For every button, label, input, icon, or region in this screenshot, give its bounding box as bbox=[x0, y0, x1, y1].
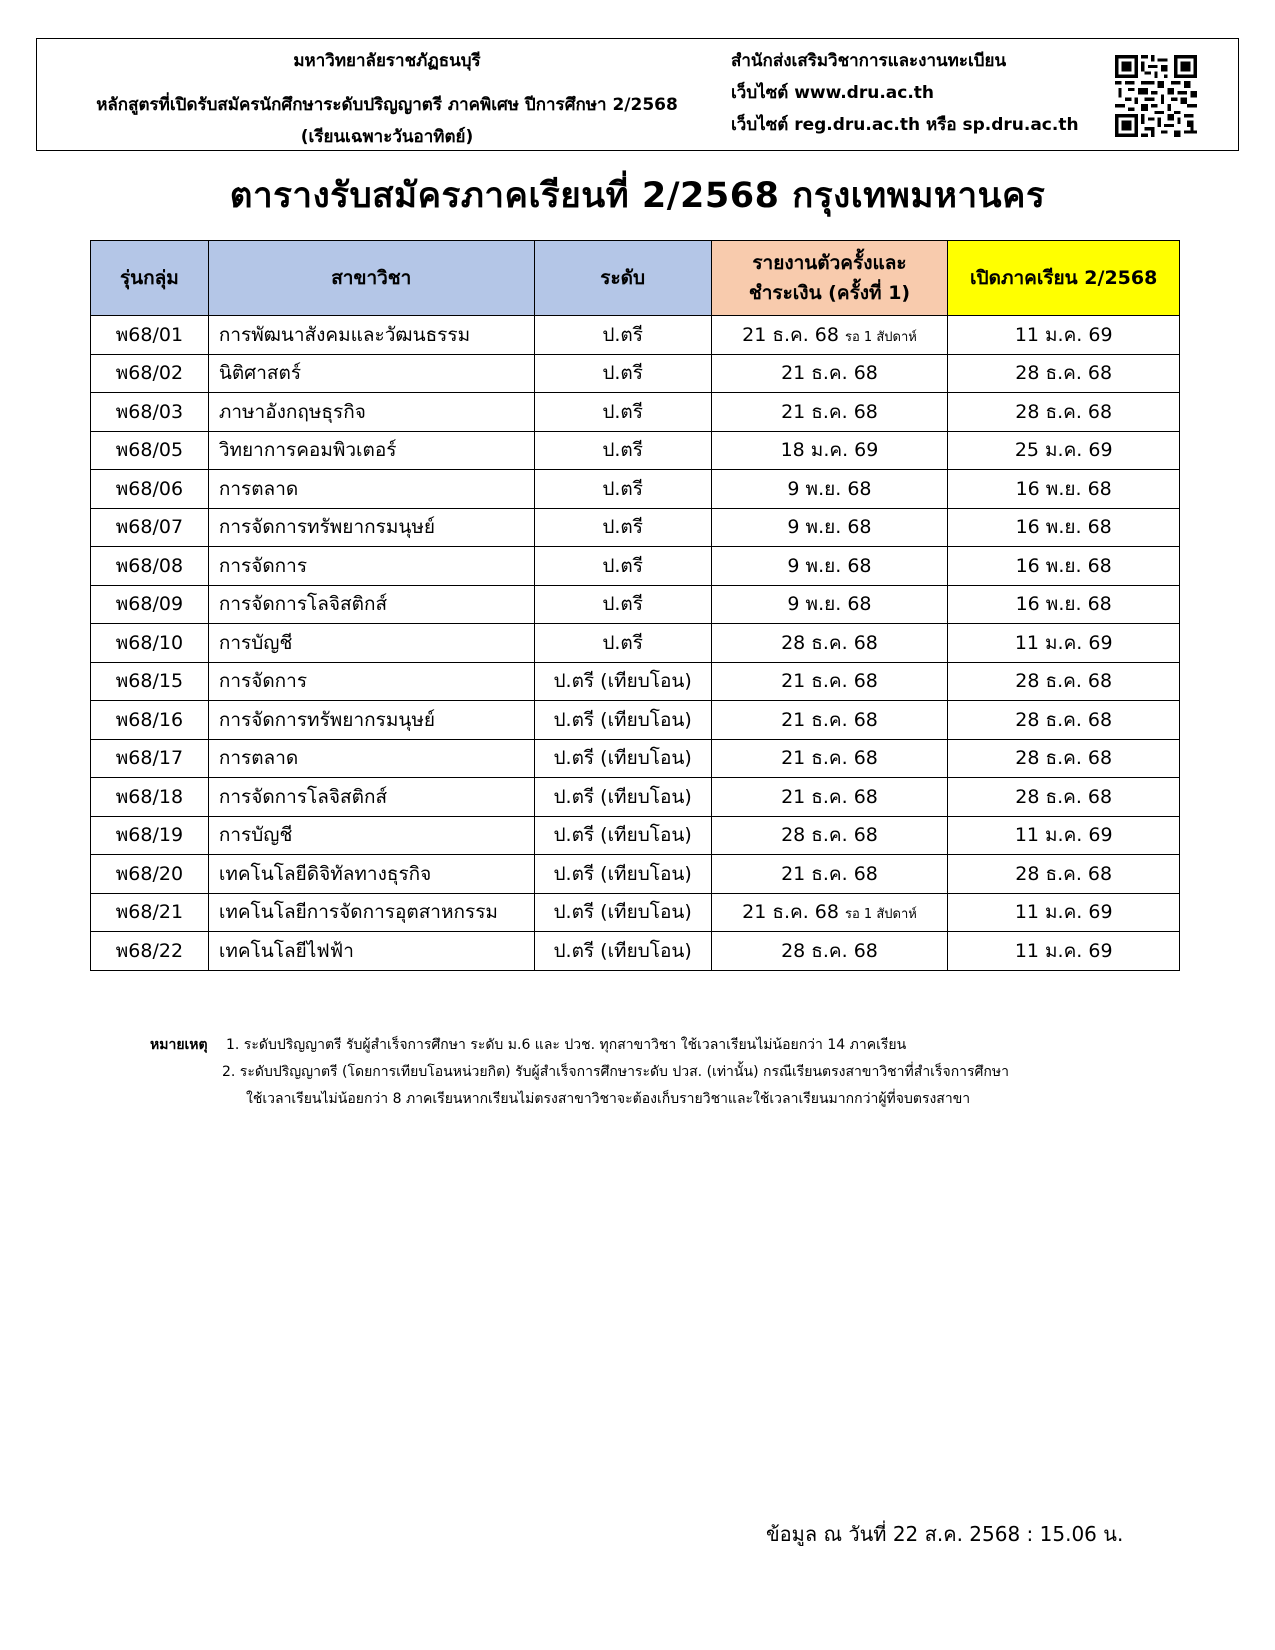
cell-major bbox=[208, 816, 534, 855]
cell-open-text: 16 พ.ย. 68 bbox=[1015, 593, 1112, 616]
office-name: สำนักส่งเสริมวิชาการและงานทะเบียน bbox=[731, 51, 1007, 71]
study-days: (เรียนเฉพาะวันอาทิตย์) bbox=[300, 127, 474, 147]
cell-report bbox=[711, 816, 948, 855]
table-row bbox=[91, 624, 1180, 663]
cell-level bbox=[534, 816, 711, 855]
cell-group-text: พ68/06 bbox=[115, 477, 184, 500]
cell-major-text: การบัญชี bbox=[218, 824, 293, 847]
cell-level-text: ป.ตรี bbox=[602, 516, 643, 539]
cell-report bbox=[711, 739, 948, 778]
cell-major-text: การจัดการโลจิสติกส์ bbox=[218, 785, 388, 808]
cell-open-text: 16 พ.ย. 68 bbox=[1015, 516, 1112, 539]
cell-open bbox=[948, 893, 1180, 932]
cell-report-text: 28 ธ.ค. 68 bbox=[781, 631, 878, 654]
cell-level bbox=[534, 393, 711, 432]
table-row bbox=[91, 585, 1180, 624]
cell-level-text: ป.ตรี bbox=[602, 554, 643, 577]
col-header-major: สาขาวิชา bbox=[208, 241, 534, 316]
remark-3: ใช้เวลาเรียนไม่น้อยกว่า 8 ภาคเรียนหากเรียนไม่ตรงสาขาวิชาจะต้องเก็บรายวิชาและใช้เวลาเรียนมากกว่าผู้ที่จบตรงสาขา bbox=[246, 1091, 971, 1107]
cell-report-text: 28 ธ.ค. 68 bbox=[781, 939, 878, 962]
cell-major bbox=[208, 893, 534, 932]
cell-level bbox=[534, 547, 711, 586]
cell-major bbox=[208, 855, 534, 894]
report-note: รอ 1 สัปดาห์ bbox=[845, 907, 917, 923]
cell-open-text: 11 ม.ค. 69 bbox=[1014, 939, 1113, 962]
cell-report-text: 21 ธ.ค. 68 bbox=[781, 708, 878, 731]
cell-group-text: พ68/07 bbox=[115, 516, 184, 539]
cell-major-text: นิติศาสตร์ bbox=[218, 362, 302, 385]
remarks-label: หมายเหตุ bbox=[150, 1037, 208, 1053]
cell-major bbox=[208, 470, 534, 509]
cell-open bbox=[948, 739, 1180, 778]
cell-open bbox=[948, 316, 1180, 355]
cell-major bbox=[208, 624, 534, 663]
cell-report bbox=[711, 932, 948, 971]
cell-report-text: 21 ธ.ค. 68 bbox=[781, 785, 878, 808]
table-row bbox=[91, 431, 1180, 470]
cell-open-text: 28 ธ.ค. 68 bbox=[1015, 670, 1113, 693]
table-row bbox=[91, 393, 1180, 432]
cell-report bbox=[711, 662, 948, 701]
cell-group bbox=[91, 585, 209, 624]
cell-open-text: 28 ธ.ค. 68 bbox=[1015, 747, 1113, 770]
website-reg[interactable]: เว็บไซต์ reg.dru.ac.th หรือ sp.dru.ac.th bbox=[731, 115, 1079, 135]
table-row bbox=[91, 893, 1180, 932]
col-header-report-line1: รายงานตัวครั้งและ bbox=[752, 252, 907, 274]
cell-group-text: พ68/15 bbox=[115, 670, 184, 693]
cell-major bbox=[208, 701, 534, 740]
cell-group bbox=[91, 470, 209, 509]
cell-group bbox=[91, 739, 209, 778]
cell-group-text: พ68/18 bbox=[115, 785, 184, 808]
table-row bbox=[91, 932, 1180, 971]
cell-open-text: 28 ธ.ค. 68 bbox=[1015, 708, 1113, 731]
cell-major-text: การจัดการทรัพยากรมนุษย์ bbox=[218, 516, 435, 539]
cell-report-text: 21 ธ.ค. 68 bbox=[781, 862, 878, 885]
cell-level bbox=[534, 470, 711, 509]
cell-level-text: ป.ตรี (เทียบโอน) bbox=[553, 901, 692, 924]
cell-report-text: 18 ม.ค. 69 bbox=[780, 439, 879, 462]
cell-open-text: 11 ม.ค. 69 bbox=[1014, 901, 1113, 924]
cell-level bbox=[534, 855, 711, 894]
cell-open-text: 28 ธ.ค. 68 bbox=[1015, 362, 1113, 385]
cell-group bbox=[91, 431, 209, 470]
cell-major-text: เทคโนโลยีดิจิทัลทางธุรกิจ bbox=[218, 862, 432, 885]
cell-major bbox=[208, 778, 534, 817]
cell-report-text: 9 พ.ย. 68 bbox=[787, 593, 872, 616]
cell-report bbox=[711, 393, 948, 432]
cell-major-text: เทคโนโลยีการจัดการอุตสาหกรรม bbox=[218, 901, 498, 924]
table-row bbox=[91, 816, 1180, 855]
table-row bbox=[91, 662, 1180, 701]
cell-report bbox=[711, 701, 948, 740]
cell-major-text: การจัดการ bbox=[218, 670, 308, 693]
cell-group-text: พ68/02 bbox=[115, 362, 184, 385]
cell-group-text: พ68/22 bbox=[115, 939, 184, 962]
cell-open bbox=[948, 816, 1180, 855]
cell-major-text: ภาษาอังกฤษธุรกิจ bbox=[218, 400, 366, 423]
cell-level bbox=[534, 662, 711, 701]
col-header-group: รุ่นกลุ่ม bbox=[91, 241, 209, 316]
table-row bbox=[91, 855, 1180, 894]
cell-level-text: ป.ตรี (เทียบโอน) bbox=[553, 708, 692, 731]
cell-level-text: ป.ตรี (เทียบโอน) bbox=[553, 939, 692, 962]
cell-group bbox=[91, 893, 209, 932]
cell-major bbox=[208, 354, 534, 393]
col-header-report bbox=[711, 241, 948, 316]
cell-open-text: 28 ธ.ค. 68 bbox=[1015, 785, 1113, 808]
report-note: รอ 1 สัปดาห์ bbox=[845, 329, 917, 345]
cell-report bbox=[711, 508, 948, 547]
cell-group bbox=[91, 508, 209, 547]
cell-report-text: 21 ธ.ค. 68 bbox=[781, 362, 878, 385]
col-header-open: เปิดภาคเรียน 2/2568 bbox=[948, 241, 1180, 316]
cell-report bbox=[711, 431, 948, 470]
table-row bbox=[91, 547, 1180, 586]
cell-group-text: พ68/19 bbox=[115, 824, 184, 847]
cell-report bbox=[711, 585, 948, 624]
cell-group bbox=[91, 855, 209, 894]
cell-major bbox=[208, 739, 534, 778]
cell-report bbox=[711, 547, 948, 586]
cell-group bbox=[91, 816, 209, 855]
cell-report-text: 21 ธ.ค. 68 bbox=[781, 400, 878, 423]
cell-group-text: พ68/03 bbox=[115, 400, 184, 423]
cell-open-text: 11 ม.ค. 69 bbox=[1014, 323, 1113, 346]
cell-report bbox=[711, 354, 948, 393]
cell-open bbox=[948, 662, 1180, 701]
table-row bbox=[91, 508, 1180, 547]
cell-group bbox=[91, 354, 209, 393]
cell-open bbox=[948, 393, 1180, 432]
cell-major-text: วิทยาการคอมพิวเตอร์ bbox=[218, 439, 397, 462]
cell-report-text: 9 พ.ย. 68 bbox=[787, 516, 872, 539]
cell-level-text: ป.ตรี bbox=[602, 323, 643, 346]
cell-level-text: ป.ตรี bbox=[602, 631, 643, 654]
col-header-level: ระดับ bbox=[534, 241, 711, 316]
updated-timestamp: ข้อมูล ณ วันที่ 22 ส.ค. 2568 : 15.06 น. bbox=[766, 1522, 1124, 1546]
cell-report-text: 21 ธ.ค. 68 bbox=[742, 323, 839, 346]
cell-level-text: ป.ตรี (เทียบโอน) bbox=[553, 824, 692, 847]
cell-major bbox=[208, 508, 534, 547]
header-left bbox=[37, 39, 737, 150]
table-body bbox=[91, 316, 1180, 971]
header-right bbox=[731, 39, 1091, 150]
cell-level-text: ป.ตรี bbox=[602, 593, 643, 616]
table-row bbox=[91, 739, 1180, 778]
col-header-report-line2: ชำระเงิน (ครั้งที่ 1) bbox=[748, 282, 911, 304]
cell-level bbox=[534, 431, 711, 470]
cell-report-text: 21 ธ.ค. 68 bbox=[781, 670, 878, 693]
header-box bbox=[36, 38, 1239, 151]
cell-level-text: ป.ตรี (เทียบโอน) bbox=[553, 862, 692, 885]
cell-group-text: พ68/01 bbox=[115, 323, 184, 346]
cell-group-text: พ68/10 bbox=[115, 631, 184, 654]
cell-open bbox=[948, 855, 1180, 894]
cell-open-text: 25 ม.ค. 69 bbox=[1014, 439, 1113, 462]
cell-group-text: พ68/09 bbox=[115, 593, 184, 616]
cell-level bbox=[534, 739, 711, 778]
cell-report-text: 28 ธ.ค. 68 bbox=[781, 824, 878, 847]
cell-major bbox=[208, 393, 534, 432]
cell-major bbox=[208, 585, 534, 624]
cell-open-text: 11 ม.ค. 69 bbox=[1014, 824, 1113, 847]
cell-group-text: พ68/08 bbox=[115, 554, 184, 577]
cell-open bbox=[948, 624, 1180, 663]
cell-level bbox=[534, 778, 711, 817]
cell-group-text: พ68/16 bbox=[115, 708, 184, 731]
cell-major bbox=[208, 932, 534, 971]
cell-report bbox=[711, 624, 948, 663]
cell-open-text: 16 พ.ย. 68 bbox=[1015, 477, 1112, 500]
university-name: มหาวิทยาลัยราชภัฏธนบุรี bbox=[293, 51, 481, 71]
cell-level bbox=[534, 893, 711, 932]
cell-major bbox=[208, 431, 534, 470]
cell-open-text: 16 พ.ย. 68 bbox=[1015, 554, 1112, 577]
cell-level bbox=[534, 701, 711, 740]
cell-group-text: พ68/20 bbox=[115, 862, 184, 885]
cell-open bbox=[948, 431, 1180, 470]
cell-major bbox=[208, 316, 534, 355]
cell-level bbox=[534, 585, 711, 624]
table-row bbox=[91, 701, 1180, 740]
cell-open-text: 28 ธ.ค. 68 bbox=[1015, 862, 1113, 885]
table-row bbox=[91, 354, 1180, 393]
cell-group-text: พ68/21 bbox=[115, 901, 184, 924]
cell-group bbox=[91, 778, 209, 817]
cell-open-text: 28 ธ.ค. 68 bbox=[1015, 400, 1113, 423]
cell-group-text: พ68/05 bbox=[115, 439, 184, 462]
cell-report bbox=[711, 470, 948, 509]
cell-group bbox=[91, 662, 209, 701]
cell-report-text: 9 พ.ย. 68 bbox=[787, 554, 872, 577]
program-title: หลักสูตรที่เปิดรับสมัครนักศึกษาระดับปริญญาตรี ภาคพิเศษ ปีการศึกษา 2/2568 bbox=[96, 95, 678, 115]
cell-group bbox=[91, 547, 209, 586]
cell-open bbox=[948, 354, 1180, 393]
cell-group bbox=[91, 393, 209, 432]
remark-1: 1. ระดับปริญญาตรี รับผู้สำเร็จการศึกษา ระดับ ม.6 และ ปวช. ทุกสาขาวิชา ใช้เวลาเรียนไม่น้อยกว่า 14 ภาคเรียน bbox=[226, 1037, 907, 1053]
cell-open bbox=[948, 508, 1180, 547]
cell-open bbox=[948, 585, 1180, 624]
cell-major-text: การจัดการ bbox=[218, 554, 308, 577]
cell-major-text: การจัดการโลจิสติกส์ bbox=[218, 593, 388, 616]
qr-code-icon bbox=[1115, 55, 1197, 137]
cell-report bbox=[711, 855, 948, 894]
cell-major-text: การพัฒนาสังคมและวัฒนธรรม bbox=[218, 323, 471, 346]
cell-report-text: 9 พ.ย. 68 bbox=[787, 477, 872, 500]
cell-level-text: ป.ตรี (เทียบโอน) bbox=[553, 747, 692, 770]
cell-open bbox=[948, 778, 1180, 817]
cell-level bbox=[534, 508, 711, 547]
cell-report-text: 21 ธ.ค. 68 bbox=[781, 747, 878, 770]
cell-open-text: 11 ม.ค. 69 bbox=[1014, 631, 1113, 654]
website-main[interactable]: เว็บไซต์ www.dru.ac.th bbox=[731, 83, 935, 103]
cell-level-text: ป.ตรี bbox=[602, 477, 643, 500]
cell-level bbox=[534, 354, 711, 393]
cell-level-text: ป.ตรี bbox=[602, 400, 643, 423]
cell-major-text: เทคโนโลยีไฟฟ้า bbox=[218, 939, 354, 962]
table-header-row bbox=[91, 241, 1180, 316]
cell-level-text: ป.ตรี bbox=[602, 439, 643, 462]
cell-level-text: ป.ตรี bbox=[602, 362, 643, 385]
cell-group bbox=[91, 316, 209, 355]
cell-open bbox=[948, 470, 1180, 509]
cell-group-text: พ68/17 bbox=[115, 747, 184, 770]
cell-report bbox=[711, 893, 948, 932]
cell-level bbox=[534, 932, 711, 971]
cell-major-text: การจัดการทรัพยากรมนุษย์ bbox=[218, 708, 435, 731]
cell-open bbox=[948, 932, 1180, 971]
cell-open bbox=[948, 701, 1180, 740]
cell-group bbox=[91, 932, 209, 971]
cell-major-text: การตลาด bbox=[218, 477, 299, 500]
cell-group bbox=[91, 701, 209, 740]
cell-major-text: การตลาด bbox=[218, 747, 299, 770]
cell-report bbox=[711, 316, 948, 355]
cell-major-text: การบัญชี bbox=[218, 631, 293, 654]
cell-group bbox=[91, 624, 209, 663]
cell-report-text: 21 ธ.ค. 68 bbox=[742, 901, 839, 924]
cell-major bbox=[208, 662, 534, 701]
cell-open bbox=[948, 547, 1180, 586]
table-row bbox=[91, 778, 1180, 817]
table-row bbox=[91, 470, 1180, 509]
remark-2: 2. ระดับปริญญาตรี (โดยการเทียบโอนหน่วยกิต) รับผู้สำเร็จการศึกษาระดับ ปวส. (เท่านั้น) กรณีเรียนตรงสาขาวิชาที่สำเร็จการศึกษา bbox=[222, 1064, 1010, 1080]
cell-level-text: ป.ตรี (เทียบโอน) bbox=[553, 785, 692, 808]
cell-report bbox=[711, 778, 948, 817]
schedule-table bbox=[90, 240, 1180, 971]
cell-major bbox=[208, 547, 534, 586]
cell-level bbox=[534, 624, 711, 663]
table-row bbox=[91, 316, 1180, 355]
cell-level-text: ป.ตรี (เทียบโอน) bbox=[553, 670, 692, 693]
page-title: ตารางรับสมัครภาคเรียนที่ 2/2568 กรุงเทพมหานคร bbox=[229, 176, 1046, 216]
cell-level bbox=[534, 316, 711, 355]
